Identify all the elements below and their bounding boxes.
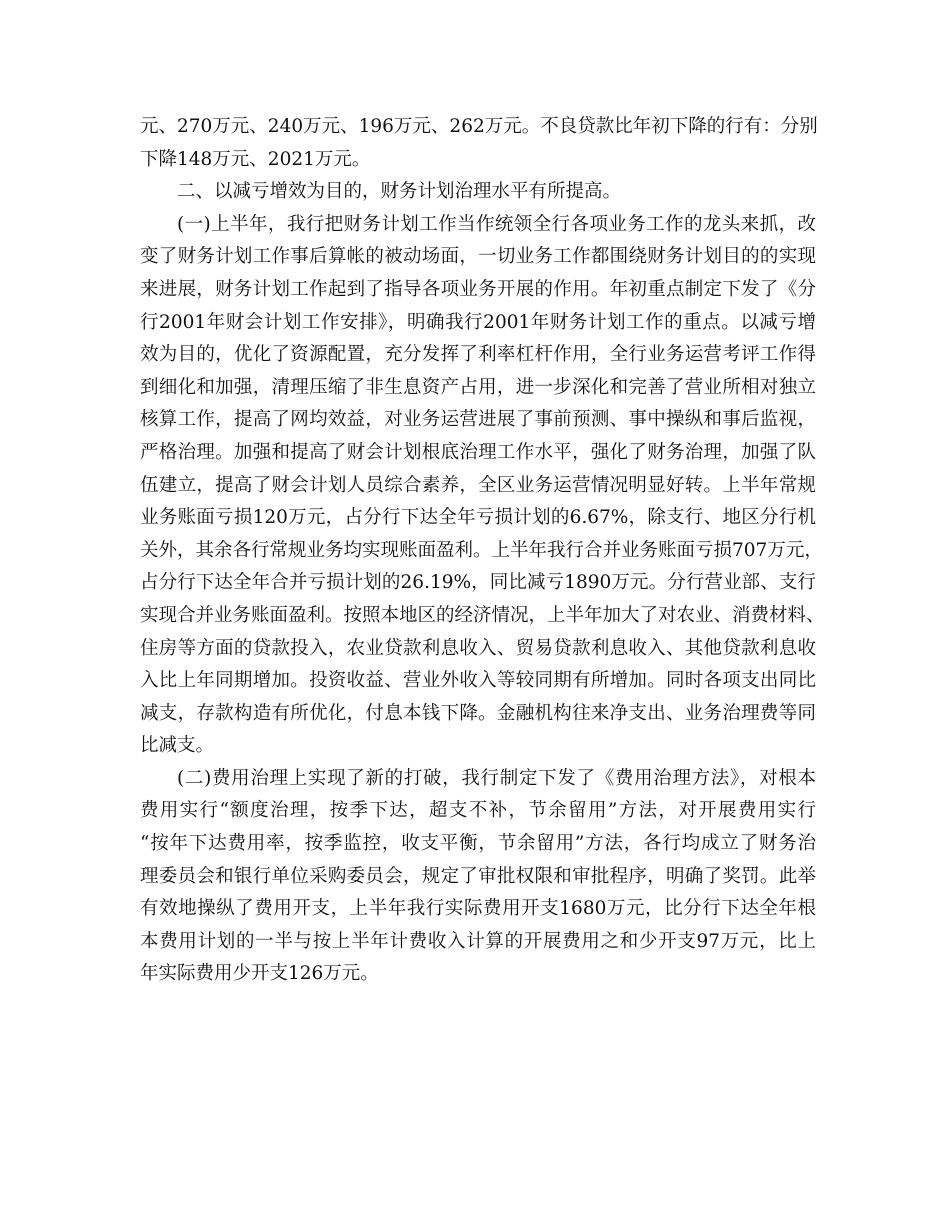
text-line: 住房等方面的贷款投入，农业贷款利息收入、贸易贷款利息收入、其他贷款利息收	[140, 637, 816, 659]
text-line: 元、270万元、240万元、196万元、262万元。不良贷款比年初下降的行有：分别	[140, 116, 818, 137]
text-line: “按年下达费用率，按季监控，收支平衡，节余留用”方法，各行均成立了财务治	[140, 833, 816, 855]
text-line: 减支，存款构造有所优化，付息本钱下降。金融机构往来净支出、业务治理费等同	[140, 702, 816, 724]
text-line: 下降148万元、2021万元。	[140, 148, 371, 170]
text-line: 年实际费用少开支126万元。	[140, 963, 379, 985]
text-line: 关外，其余各行常规业务均实现账面盈利。上半年我行合并业务账面亏损707万元，	[140, 539, 823, 561]
paragraph-start-line: (二)费用治理上实现了新的打破，我行制定下发了《费用治理方法》，对根本	[177, 767, 816, 789]
text-line: 严格治理。加强和提高了财会计划根底治理工作水平，强化了财务治理，加强了队	[140, 441, 816, 463]
text-line: 本费用计划的一半与按上半年计费收入计算的开展费用之和少开支97万元，比上	[140, 930, 816, 952]
text-line: 变了财务计划工作事后算帐的被动场面，一切业务工作都围绕财务计划目的的实现	[140, 246, 816, 268]
text-line: 理委员会和银行单位采购委员会，规定了审批权限和审批程序，明确了奖罚。此举	[140, 865, 816, 887]
text-line: 比减支。	[140, 735, 215, 757]
section-heading: 二、以减亏增效为目的，财务计划治理水平有所提高。	[177, 181, 622, 203]
text-line: 费用实行“额度治理，按季下达，超支不补，节余留用”方法，对开展费用实行	[140, 800, 816, 822]
text-line: 占分行下达全年合并亏损计划的26.19%，同比减亏1890万元。分行营业部、支行	[140, 572, 816, 594]
text-line: 实现合并业务账面盈利。按照本地区的经济情况，上半年加大了对农业、消费材料、	[140, 604, 825, 626]
text-line: 来进展，财务计划工作起到了指导各项业务开展的作用。年初重点制定下发了《分	[140, 278, 816, 300]
text-line: 伍建立，提高了财会计划人员综合素养，全区业务运营情况明显好转。上半年常规	[140, 474, 816, 496]
text-line: 核算工作，提高了网均效益，对业务运营进展了事前预测、事中操纵和事后监视，	[140, 409, 816, 431]
document-body	[140, 111, 825, 991]
text-line: 有效地操纵了费用开支，上半年我行实际费用开支1680万元，比分行下达全年根	[140, 898, 816, 920]
text-line: 行2001年财会计划工作安排》，明确我行2001年财务计划工作的重点。以减亏增	[140, 311, 816, 333]
paragraph-start-line: (一)上半年，我行把财务计划工作当作统领全行各项业务工作的龙头来抓，改	[177, 213, 816, 235]
text-line: 效为目的，优化了资源配置，充分发挥了利率杠杆作用，全行业务运营考评工作得	[140, 344, 816, 366]
text-line: 到细化和加强，清理压缩了非生息资产占用，进一步深化和完善了营业所相对独立	[140, 376, 816, 398]
text-line: 业务账面亏损120万元，占分行下达全年亏损计划的6.67%，除支行、地区分行机	[140, 507, 816, 529]
text-line: 入比上年同期增加。投资收益、营业外收入等较同期有所增加。同时各项支出同比	[140, 670, 816, 692]
